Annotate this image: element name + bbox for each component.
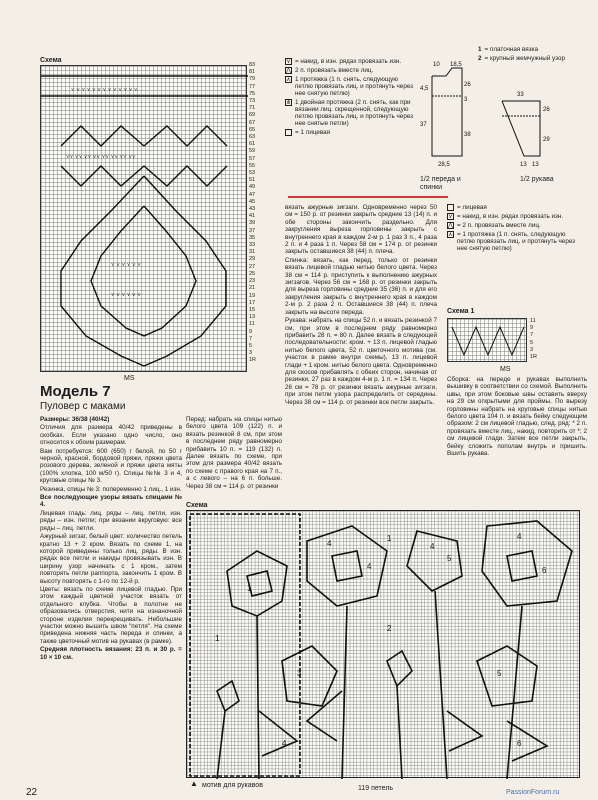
mid-paragraph-2: Спинка: вязать, как перед, только от резинки вязать лицевой гладью нитью белого цвета. Через 38 см = 114 р. приступить к выполнению ажурных зигзагов. Через 56 см = 168 р. от резинки закрыть для выреза горловины средние 35 (36) п. и для его закругления закрыть с внутреннего края в каждом 2-м р. 2 раза 2 п. Оставшиеся 38 (44) п. плеча закрыть на высоте переда. [285,256,437,316]
chart-ms-label: MS [124,375,135,382]
knitting-chart-top [40,65,247,372]
legend-top-item [285,129,415,136]
legend-top-item [285,76,415,97]
legend-top-text: = накид, в изн. рядах провязать изн. [295,58,402,65]
svg-text:⋎ ⋎ ⋎ ⋎ ⋎ ⋎: ⋎ ⋎ ⋎ ⋎ ⋎ ⋎ [111,262,141,268]
legend-right-item [447,204,577,211]
materials-paragraph: Вам потребуется: 600 (650) г белой, по 50 г черной, красной, бордовой пряжи, пряжи цвета розового дерева, зеленой и пряжи цвета мяты (100% хлопка, 100 м/50 г). Спицы №№ 3 и 4, круговые спицы № 3. [40,447,182,485]
dim-label-8: 26 [543,107,550,113]
sizes-paragraph: Размеры: 36/38 (40/42) [40,416,110,423]
pattern-legend-num-1: 1 [478,46,482,53]
legend-top-item [285,67,415,74]
pattern-legend-text-2: = крупный жемчужный узор [484,55,565,62]
chart-row-number: 49 [249,184,256,191]
chart-num-2: 4 [327,539,332,548]
chart-row-number: 23 [249,278,256,285]
poppy-outlines [187,511,581,779]
chart-row-number: 39 [249,220,256,227]
mid-paragraph-1: вязать ажурные зигзаги. Одновременно через 50 см = 150 р. от резинки закрыть средние 13 (14) п. и обе стороны закончить раздельно. Для закругления выреза горловины закрыть с внутреннего края в каждом 2-м р. 1 раз 3 п., 4 раза 2 п. и 4 раза 1 п. Через 58 см = 174 р. от резинки закрыть оставшиеся 38 (44) п. плеча. [285,204,437,256]
motif-arrow-icon: ▲ [190,779,198,788]
model-subtitle: Пуловер с маками [40,401,126,412]
chart-row-number: 19 [249,292,256,299]
legend-right-text: = лицевая [457,204,487,211]
svg-text:⋎⋎ ⋎⋎ ⋎⋎ ⋎⋎ ⋎⋎ ⋎⋎ ⋎⋎ ⋎⋎: ⋎⋎ ⋎⋎ ⋎⋎ ⋎⋎ ⋎⋎ ⋎⋎ ⋎⋎ ⋎⋎ [66,154,136,160]
chart-num-7: 5 [447,554,452,563]
front-paragraph: Перед: набрать на спицы нитью белого цвета 109 (122) п. и вязать резинкой 8 см, при этом в последнем ряду равномерно прибавить 10 п. = 119 (132) п. Далее вязать по схеме, при этом для размера 40/42 вязать по схеме с правого края на 7 п., а с левого – на 6 п. больше. Через 38 см = 114 р. от резинки [186,416,282,490]
stitch-symbol-icon: ⋏ [448,232,453,238]
chart-num-14: 6 [517,739,522,748]
scheme1-row-number: 5 [530,339,534,346]
chart-row-number: 27 [249,263,256,270]
dim-label-4: 3 [464,97,468,103]
chart-row-number: 45 [249,198,256,205]
chart-row-number: 73 [249,98,256,105]
text-column-right [447,376,587,458]
sizes-note-paragraph: Отличия для размера 40/42 приведены в скобках. Если указано одно число, оно относится к обоим размерам. [40,424,182,447]
chart-row-number: 3 [249,350,253,357]
scheme1-row-number: 1R [530,354,538,361]
legend-right-item [447,222,577,229]
caption-front-back: 1/2 переда и спинки [420,176,461,191]
legend-right-text: = 2 п. провязать вместе лиц. [457,222,541,229]
scheme1-row-number: 9 [530,325,534,332]
scheme-title-bottom: Схема [186,502,208,509]
scheme1-title: Схема 1 [447,308,475,315]
dim-label-11: 13 [532,162,539,168]
dim-label-7: 38 [464,132,471,138]
text-column-front [186,416,282,491]
chart-row-number: 13 [249,314,256,321]
chart-row-number: 55 [249,162,256,169]
chart-row-number: 71 [249,105,256,112]
pattern-legend-text-1: = платочная вязка [484,46,538,53]
legend-top [285,58,415,138]
chart-motif-lines [41,66,248,373]
flowers-paragraph: Цветы: вязать по схеме лицевой гладью. При этом каждый цветной участок вязать от отдельного клубка. Чтобы в полотне не образовались отверстия, нити на изнаночной стороне изделия перекрещивать. Небольшие участки можно вышить швом "петля". На схеме приведена нижняя часть переда и спинки, а также цветочный мотив на рукавах (в рамке). [40,585,182,645]
gauge-paragraph: Средняя плотность вязания: 23 п. и 30 р. = 10 × 10 см. [40,646,182,661]
chart-row-number: 65 [249,126,256,133]
pattern-legend-num-2: 2 [478,55,482,62]
chart-row-number: 35 [249,234,256,241]
chart-num-12: 5 [497,669,502,678]
red-divider [288,196,448,198]
stitch-symbol-icon: ⋀ [286,68,291,74]
chart-row-number: 7 [249,335,253,342]
legend-right-item [447,231,577,252]
scheme1-chart [447,318,527,362]
chart-num-9: 1 [215,634,220,643]
rib-paragraph: Резинка, спицы № 3: попеременно 1 лиц., 1 изн. [40,485,182,493]
chart-row-number: 41 [249,213,256,220]
chart-row-number: 53 [249,170,256,177]
mid-paragraph-3: Рукава: набрать на спицы 52 п. и вязать резинкой 7 см, при этом в последнем ряду равномерно прибавить 28 п. = 80 п. Далее вязать в следующей последовательности: кром. + 13 п. лицевой гладью нитью белого цвета, 52 п. цветочного мотива (см. участок в рамке внутри схемы), 13 п. лицевой глади + 1 кром. нитью белого цвета. Одновременно для скосов прибавлять с обеих сторон, начиная от резинки, 27 раз в каждом 4-м р. 1 п. = 134 п. Через 26 см = 78 р. от резинки вязать ажурные зигзаги, при этом петли узора распределить от середины. Через 38 см = 114 р. от резинки все петли закрыть. [285,317,437,406]
caption-sleeve: 1/2 рукава [520,176,554,183]
stitch-symbol-icon: ⋔ [286,100,292,106]
stitch-symbol-icon [285,129,292,136]
dim-label-10: 13 [520,162,527,168]
zigzag-paragraph: Ажурный зигзаг, белый цвет: количество петель кратно 13 + 2 кром. Вязать по схеме 1, на которой приведены только лиц. ряды. В изн. рядах все петли и накиды провязывать изн. В ширину узор начинать с 1 кром., затем повторять петли раппорта, закончить 1 кром. В высоту повторять с 1-го по 12-й р. [40,533,182,585]
model-title: Модель 7 [40,383,111,400]
chart-row-number: 11 [249,321,255,328]
legend-right [447,204,577,254]
legend-top-text: 2 п. провязать вместе лиц. [295,67,374,74]
chart-row-number: 25 [249,270,256,277]
legend-top-text: 1 двойная протяжка (2 п. снять, как при вязании лиц. скрещенной, следующую петлю провязать лиц. и протянуть через нее снятые петли) [295,99,414,127]
chart-row-number: 67 [249,119,256,126]
scheme-title-top: Схема [40,57,62,64]
chart-row-number: 17 [249,299,256,306]
chart-row-number: 37 [249,227,256,234]
chart-row-number: 59 [249,148,256,155]
chart-num-11: 2 [387,624,392,633]
stockinette-paragraph: Лицевая гладь: лиц. ряды – лиц. петли, изн. ряды – изн. петли; при вязании вкруговую: все ряды – лиц. петли. [40,509,182,532]
chart-row-numbers [249,62,263,365]
chart-num-3: 1 [387,534,392,543]
chart-row-number: 79 [249,76,256,83]
legend-top-text: 1 протяжка (1 п. снять, следующую петлю провязать лиц. и протянуть через нее снятую петлю) [295,76,414,97]
chart-num-13: 4 [282,739,287,748]
scheme1-row-number: 11 [530,318,536,324]
chart-row-number: 1R [249,357,257,364]
legend-top-text: = 1 лицевая [295,129,331,136]
legend-top-item [285,58,415,65]
motif-label: мотив для рукавов [202,782,263,789]
chart-row-number: 61 [249,141,256,148]
dim-label-0: 10 [433,62,440,68]
chart-row-number: 77 [249,83,256,90]
text-column-middle [285,204,437,407]
dim-label-12: 33 [517,92,524,98]
site-watermark: PassionForum.ru [506,789,560,796]
legend-right-text: = накид, в изн. рядах провязать изн. [457,213,564,220]
chart-row-number: 51 [249,177,256,184]
chart-num-8: 6 [542,566,547,575]
legend-right-item [447,213,577,220]
chart-num-4: 4 [430,542,435,551]
chart-row-number: 57 [249,155,256,162]
needles-paragraph: Все последующие узоры вязать спицами № 4. [40,494,182,509]
scheme1-ms: MS [500,366,511,373]
dim-label-5: 37 [420,122,427,128]
dim-label-6: 28,5 [438,162,450,168]
assembly-paragraph: Сборка: на переде и рукавах выполнить вышивку в соответствии со схемой. Выполнить швы, при этом боковые швы оставить вверху на 29 см открытыми для проймы. По вырезу горловины набрать на круговые спицы нитью белого цвета 104 п. и вязать бейку следующим образом: 2 см лицевой гладью, след. ряд: * 2 п. провязать вместе лиц., накид, повторить от *; 2 см лицевой глади. Затем все петли закрыть, бейку сложить пополам внутрь и пришить. Вшить рукава. [447,376,587,458]
chart-row-number: 43 [249,206,256,213]
chart-row-number: 21 [249,285,256,292]
chart-num-10: 3 [297,669,302,678]
legend-top-item [285,99,415,127]
chart-row-number: 69 [249,112,256,119]
chart-row-number: 83 [249,62,256,68]
chart-num-5: 4 [517,532,522,541]
dim-label-1: 18,5 [450,62,462,68]
poppy-chart [186,510,580,778]
stitch-symbol-icon: ⋏ [286,77,291,83]
chart-row-number: 63 [249,134,256,141]
chart-row-number: 29 [249,256,256,263]
text-column-left [40,416,182,662]
scheme1-row-number: 7 [530,332,534,339]
chart-row-number: 75 [249,90,256,97]
legend-right-text: = 1 протяжка (1 п. снять, следующую петлю провязать лиц. и протянуть через нее снятую петлю) [457,231,576,252]
stitch-symbol-icon [447,204,454,211]
stitch-symbol-icon: ⋎ [286,59,291,65]
chart-row-number: 33 [249,242,256,249]
chart-row-number: 81 [249,69,256,76]
chart-row-number: 9 [249,328,253,335]
stitch-count-label: 119 петель [358,785,394,792]
chart-row-number: 15 [249,306,256,313]
scheme1-row-number: 3 [530,346,534,353]
dim-label-3: 26 [464,82,471,88]
scheme1-zigzag [448,319,528,363]
chart-num-6: 4 [367,562,372,571]
chart-row-number: 31 [249,249,256,256]
scheme1-row-numbers [530,318,544,361]
chart-num-1: 1 [247,584,252,593]
svg-text:⋎ ⋎ ⋎ ⋎ ⋎ ⋎ ⋎ ⋎ ⋎ ⋎ ⋎ ⋎ ⋎: ⋎ ⋎ ⋎ ⋎ ⋎ ⋎ ⋎ ⋎ ⋎ ⋎ ⋎ ⋎ ⋎ [71,87,138,93]
dim-label-9: 29 [543,137,550,143]
chart-row-number: 5 [249,342,253,349]
svg-text:⋎ ⋎ ⋎ ⋎ ⋎ ⋎: ⋎ ⋎ ⋎ ⋎ ⋎ ⋎ [111,292,141,298]
page-number: 22 [26,787,38,798]
dim-label-2: 4,5 [420,86,429,92]
chart-row-number: 47 [249,191,256,198]
stitch-symbol-icon: ⋎ [448,214,453,220]
stitch-symbol-icon: ⋀ [448,223,453,229]
